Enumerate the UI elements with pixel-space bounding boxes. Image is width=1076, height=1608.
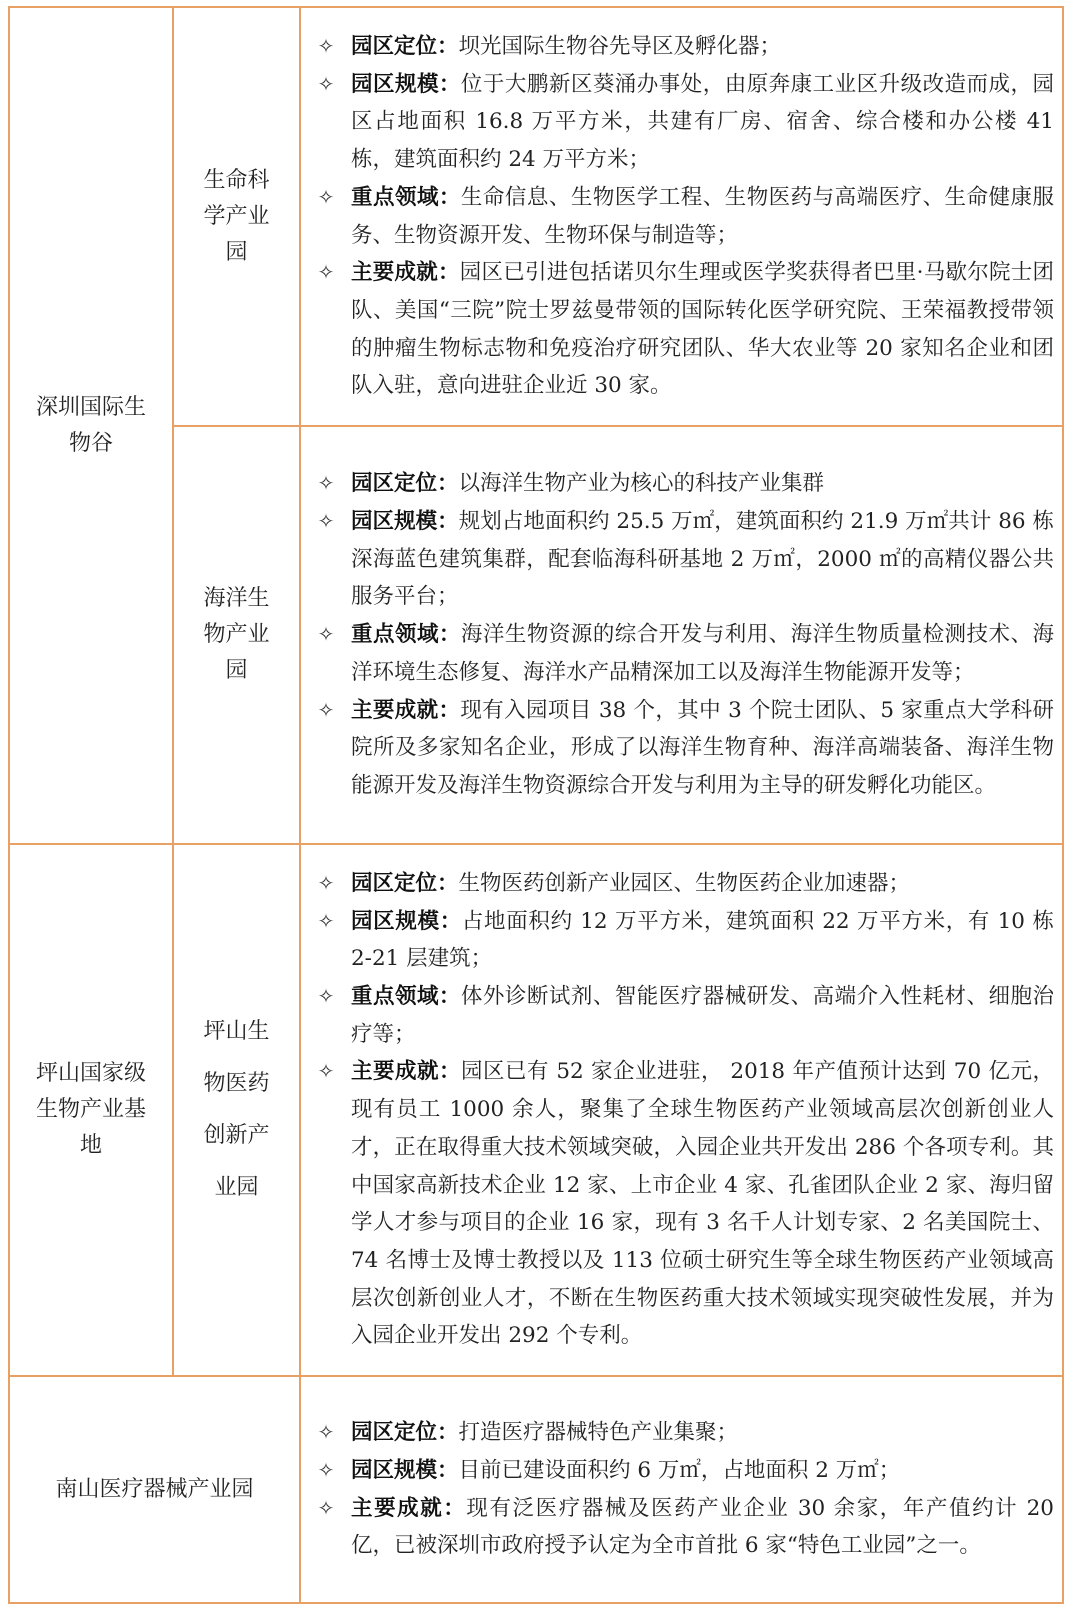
item-text: 占地面积约 12 万平方米，建筑面积 22 万平方米，有 10 栋 2-21 层建筑； [351,908,1054,972]
item-label: 主要成就： [351,1495,467,1521]
diamond-star-icon: ✧ [317,71,335,96]
diamond-star-icon: ✧ [317,1420,335,1445]
item-text: 打造医疗器械特色产业集聚； [458,1420,739,1446]
diamond-star-icon: ✧ [317,1457,335,1482]
table-row [9,844,1063,1376]
item-text: 目前已建设面积约 6 万㎡，占地面积 2 万㎡； [458,1457,901,1483]
diamond-star-icon: ✧ [317,1495,335,1520]
region-name: 深圳国际生物谷 [35,394,146,456]
park-cell [173,844,300,1376]
diamond-star-icon: ✧ [317,622,335,647]
item-label: 主要成就： [351,260,460,286]
list-item [301,903,1062,978]
list-item [301,465,1062,503]
diamond-star-icon: ✧ [317,471,335,496]
region-cell [9,1376,300,1603]
item-label: 园区规模： [351,509,459,535]
item-text: 现有入园项目 38 个，其中 3 个院士团队、5 家重点大学科研院所及多家知名企业，形成了以海洋生物育种、海洋高端装备、海洋生物能源开发及海洋生物资源综合开发与利用为主导的研发孵化功能区。 [351,697,1054,798]
list-item [301,66,1062,179]
diamond-star-icon: ✧ [317,870,335,895]
item-label: 园区定位： [351,870,459,896]
item-label: 园区定位： [351,1420,459,1446]
list-item [301,978,1062,1053]
item-text: 生命信息、生物医学工程、生物医药与高端医疗、生命健康服务、生物资源开发、生物环保与制造等； [351,184,1054,248]
list-item [301,1490,1062,1565]
item-text: 现有泛医疗器械及医药产业企业 30 余家，年产值约计 20 亿，已被深圳市政府授予认定为全市首批 6 家“特色工业园”之一。 [351,1495,1054,1559]
diamond-star-icon: ✧ [317,33,335,58]
item-label: 主要成就： [351,1059,462,1085]
item-text: 生物医药创新产业园区、生物医药企业加速器； [458,870,911,896]
item-text: 规划占地面积约 25.5 万㎡，建筑面积约 21.9 万㎡共计 86 栋深海蓝色建筑集群，配套临海科研基地 2 万㎡，2000 ㎡的高精仪器公共服务平台； [351,509,1054,610]
details-cell [300,7,1063,426]
item-label: 园区定位： [351,33,459,59]
item-label: 园区规模： [351,1457,459,1483]
list-item [301,1452,1062,1490]
park-name: 海洋生物产业园 [203,586,270,683]
industrial-parks-table [8,6,1064,1604]
park-name: 坪山生物医药创新产业园 [203,1019,270,1200]
diamond-star-icon: ✧ [317,697,335,722]
list-item [301,179,1062,254]
park-name: 生命科学产业园 [203,167,270,265]
table-row [9,7,1063,426]
details-cell [300,426,1063,844]
region-cell [9,844,173,1376]
item-label: 重点领域： [351,984,461,1010]
list-item [301,28,1062,66]
item-text: 体外诊断试剂、智能医疗器械研发、高端介入性耗材、细胞治疗等； [351,984,1054,1047]
item-text: 以海洋生物产业为核心的科技产业集群 [458,471,825,497]
list-item [301,1053,1062,1355]
item-text: 园区已有 52 家企业进驻， 2018 年产值预计达到 70 亿元，现有员工 1000 余人，聚集了全球生物医药产业领域高层次创新创业人才，正在取得重大技术领域突破，入园企业共开发出 286 个各项专利。其中国家高新技术企业 12 家、上市企业 4 家、孔雀团队企业 2 家、海归留学人才参与项目的企业 16 家，现有 3 名千人计划专家、2 名美国院士、74 名博士及博士教授以及 113 位硕士研究生等全球生物医药产业领域高层次创新创业人才，不断在生物医药重大技术领域实现突破性发展，并为入园企业开发出 292 个专利。 [351,1059,1054,1349]
diamond-star-icon: ✧ [317,984,335,1009]
diamond-star-icon: ✧ [317,509,335,534]
details-cell [300,844,1063,1376]
region-cell [9,7,173,844]
park-cell [173,7,300,426]
list-item [301,1414,1062,1452]
item-label: 重点领域： [351,184,461,210]
item-label: 园区规模： [351,908,462,934]
item-text: 坝光国际生物谷先导区及孵化器； [458,33,782,59]
item-text: 海洋生物资源的综合开发与利用、海洋生物质量检测技术、海洋环境生态修复、海洋水产品精深加工以及海洋生物能源开发等； [351,622,1054,685]
list-item [301,616,1062,691]
item-label: 重点领域： [351,622,461,648]
details-cell [300,1376,1063,1603]
item-label: 园区规模： [351,71,461,97]
park-cell [173,426,300,844]
list-item [301,503,1062,616]
table-row [9,1376,1063,1603]
item-label: 主要成就： [351,697,461,723]
diamond-star-icon: ✧ [317,260,335,285]
item-text: 位于大鹏新区葵涌办事处，由原奔康工业区升级改造而成，园区占地面积 16.8 万平方米，共建有厂房、宿舍、综合楼和办公楼 41 栋，建筑面积约 24 万平方米； [351,71,1054,173]
list-item [301,254,1062,405]
region-name: 南山医疗器械产业园 [55,1476,254,1502]
item-text: 园区已引进包括诺贝尔生理或医学奖获得者巴里·马歇尔院士团队、美国“三院”院士罗兹曼带领的国际转化医学研究院、王荣福教授带领的肿瘤生物标志物和免疫治疗研究团队、华大农业等 20 家知名企业和团队入驻，意向进驻企业近 30 家。 [351,260,1054,399]
item-label: 园区定位： [351,471,459,497]
diamond-star-icon: ✧ [317,184,335,209]
list-item [301,865,1062,903]
diamond-star-icon: ✧ [317,1059,335,1084]
diamond-star-icon: ✧ [317,908,335,933]
list-item [301,692,1062,805]
region-name: 坪山国家级生物产业基地 [35,1061,146,1158]
